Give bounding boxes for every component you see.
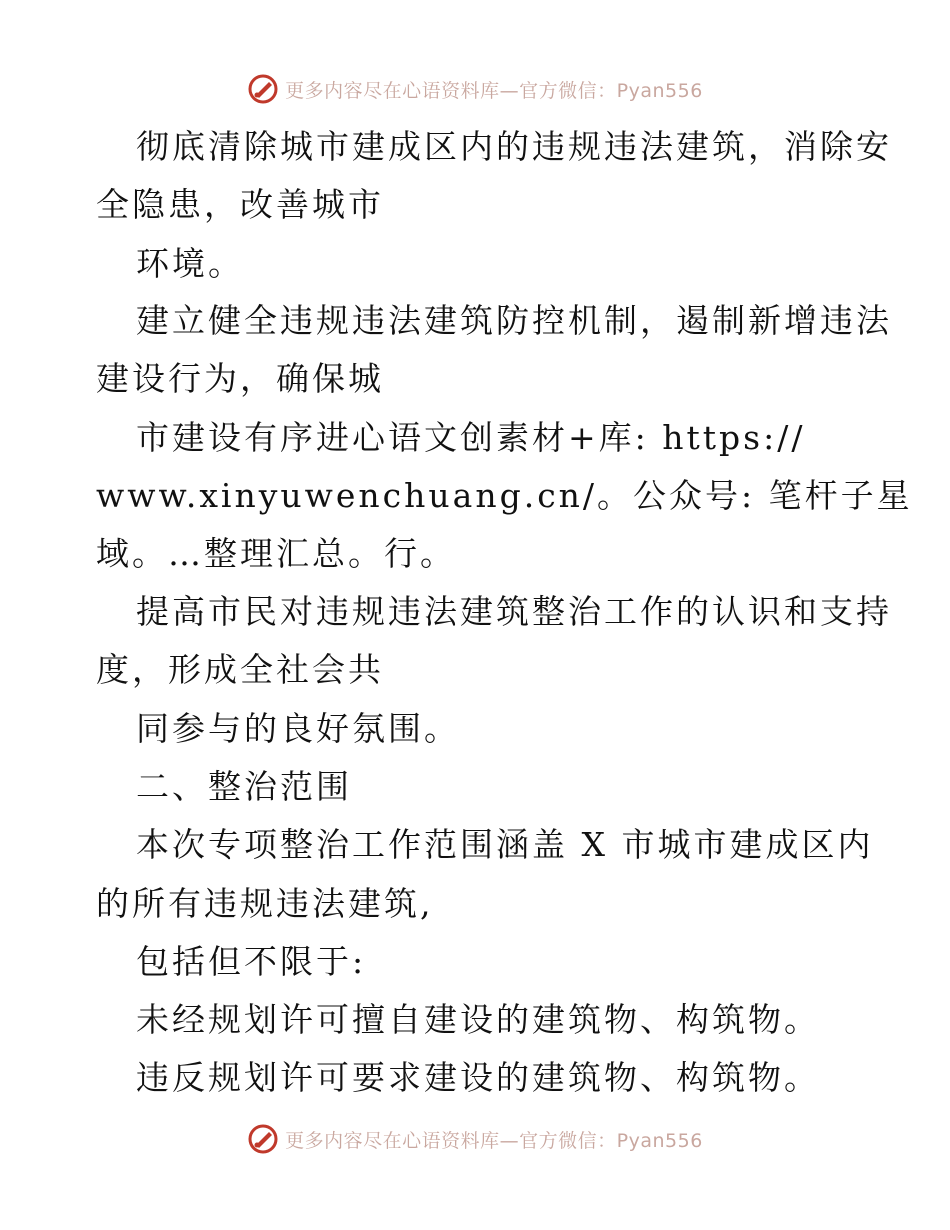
text-line: 度，形成全社会共 — [96, 650, 384, 689]
text-line: 市建设有序进心语文创素材+库: https:// — [136, 418, 806, 457]
text-line: www.xinyuwenchuang.cn/。公众号: 笔杆子星 — [96, 476, 913, 515]
text-line: 未经规划许可擅自建设的建筑物、构筑物。 — [136, 1000, 820, 1039]
text-line: 全隐患，改善城市 — [96, 185, 384, 224]
text-line: 违反规划许可要求建设的建筑物、构筑物。 — [136, 1058, 820, 1097]
text-line: 本次专项整治工作范围涵盖 X 市城市建成区内 — [136, 825, 874, 864]
footer-watermark-text: 更多内容尽在心语资料库—官方微信：Pyan556 — [285, 1129, 703, 1152]
text-line: 环境。 — [136, 244, 244, 283]
footer-watermark-banner — [0, 1122, 950, 1156]
header-watermark-banner — [0, 72, 950, 106]
text-line: 包括但不限于: — [136, 942, 367, 981]
brand-logo-icon — [247, 1123, 279, 1155]
text-line: 提高市民对违规违法建筑整治工作的认识和支持 — [136, 592, 892, 631]
text-line: 彻底清除城市建成区内的违规违法建筑，消除安 — [136, 127, 892, 166]
section-heading: 二、整治范围 — [136, 767, 352, 806]
text-line: 的所有违规违法建筑, — [96, 884, 434, 923]
text-line: 建立健全违规违法建筑防控机制，遏制新增违法 — [136, 301, 892, 340]
text-line: 域。…整理汇总。行。 — [96, 534, 456, 573]
text-line: 建设行为，确保城 — [96, 359, 384, 398]
text-line: 同参与的良好氛围。 — [136, 709, 460, 748]
brand-logo-icon — [247, 73, 279, 105]
header-watermark-text: 更多内容尽在心语资料库—官方微信：Pyan556 — [285, 79, 703, 102]
